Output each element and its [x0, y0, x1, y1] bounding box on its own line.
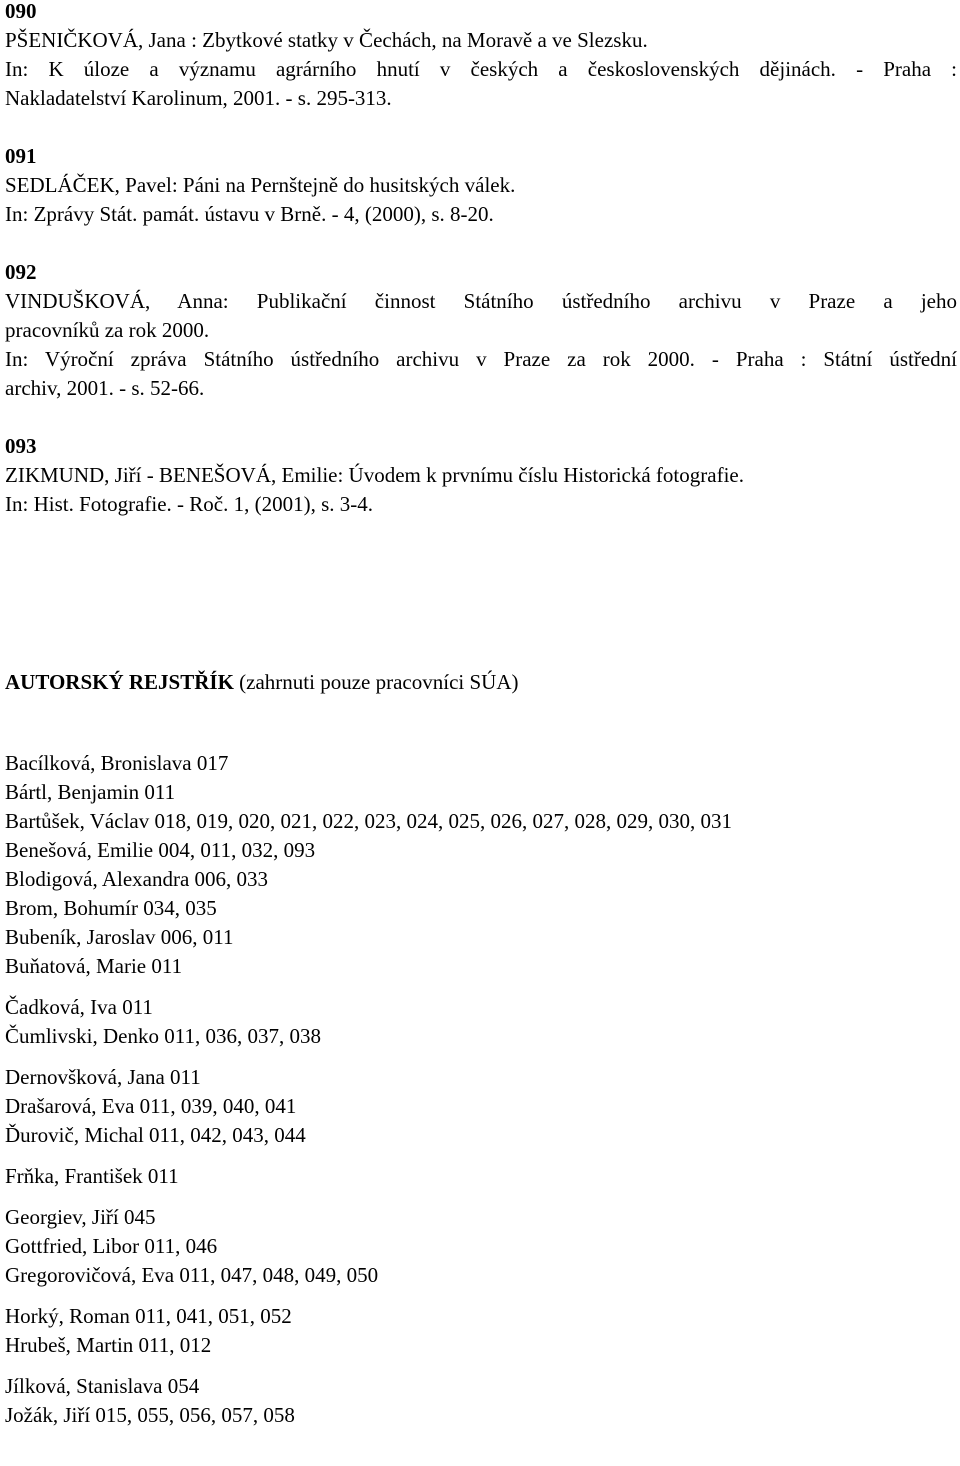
index-item: Gottfried, Libor 011, 046 [5, 1234, 218, 1258]
entry-line: In: Zprávy Stát. památ. ústavu v Brně. - 4, (2000), s. 8-20. [5, 202, 494, 226]
index-item: Gregorovičová, Eva 011, 047, 048, 049, 050 [5, 1263, 379, 1287]
entry-line: VINDUŠKOVÁ, Anna: Publikační činnost Státního ústředního archivu v Praze a jeho [5, 289, 957, 313]
index-item: Čumlivski, Denko 011, 036, 037, 038 [5, 1024, 321, 1048]
index-group-f [5, 1162, 960, 1191]
index-item: Buňatová, Marie 011 [5, 954, 183, 978]
index-group-h [5, 1302, 960, 1360]
bibliography-entry-090 [5, 0, 960, 113]
entry-line: SEDLÁČEK, Pavel: Páni na Pernštejně do husitských válek. [5, 173, 516, 197]
document-page [5, 0, 960, 1430]
author-index [5, 749, 960, 1430]
entry-line: pracovníků za rok 2000. [5, 318, 210, 342]
index-item: Hrubeš, Martin 011, 012 [5, 1333, 212, 1357]
index-item: Drašarová, Eva 011, 039, 040, 041 [5, 1094, 297, 1118]
index-heading-note: (zahrnuti pouze pracovníci SÚA) [233, 670, 519, 694]
index-item: Bártl, Benjamin 011 [5, 780, 176, 804]
entry-line: In: K úloze a významu agrárního hnutí v českých a československých dějinách. - Praha : [5, 57, 957, 81]
index-item: Georgiev, Jiří 045 [5, 1205, 156, 1229]
index-item: Frňka, František 011 [5, 1164, 179, 1188]
index-item: Blodigová, Alexandra 006, 033 [5, 867, 269, 891]
index-heading-title: AUTORSKÝ REJSTŘÍK [5, 670, 234, 694]
index-item: Ďurovič, Michal 011, 042, 043, 044 [5, 1123, 306, 1147]
entry-number: 090 [5, 0, 37, 23]
index-item: Dernovšková, Jana 011 [5, 1065, 201, 1089]
index-item: Čadková, Iva 011 [5, 995, 153, 1019]
entry-line: Nakladatelství Karolinum, 2001. - s. 295-313. [5, 86, 392, 110]
bibliography-entry-091 [5, 142, 960, 229]
index-item: Bubeník, Jaroslav 006, 011 [5, 925, 234, 949]
index-group-d [5, 1063, 960, 1150]
index-item: Jožák, Jiří 015, 055, 056, 057, 058 [5, 1403, 295, 1427]
index-item: Jílková, Stanislava 054 [5, 1374, 200, 1398]
index-item: Horký, Roman 011, 041, 051, 052 [5, 1304, 292, 1328]
index-group-b [5, 749, 960, 981]
entry-line: In: Výroční zpráva Státního ústředního archivu v Praze za rok 2000. - Praha : Státní ústřední [5, 347, 957, 371]
entry-number: 091 [5, 144, 37, 168]
index-item: Bacílková, Bronislava 017 [5, 751, 229, 775]
entry-number: 093 [5, 434, 37, 458]
index-group-g [5, 1203, 960, 1290]
bibliography-entry-092 [5, 258, 960, 403]
index-item: Benešová, Emilie 004, 011, 032, 093 [5, 838, 316, 862]
entry-number: 092 [5, 260, 37, 284]
index-item: Bartůšek, Václav 018, 019, 020, 021, 022, 023, 024, 025, 026, 027, 028, 029, 030, 031 [5, 809, 732, 833]
entry-line: PŠENIČKOVÁ, Jana : Zbytkové statky v Čechách, na Moravě a ve Slezsku. [5, 28, 648, 52]
index-heading [5, 668, 960, 697]
index-item: Brom, Bohumír 034, 035 [5, 896, 217, 920]
index-group-c-caron [5, 993, 960, 1051]
entry-line: archiv, 2001. - s. 52-66. [5, 376, 205, 400]
index-group-j [5, 1372, 960, 1430]
entry-line: In: Hist. Fotografie. - Roč. 1, (2001), s. 3-4. [5, 492, 374, 516]
entry-line: ZIKMUND, Jiří - BENEŠOVÁ, Emilie: Úvodem k prvnímu číslu Historická fotografie. [5, 463, 744, 487]
bibliography-entry-093 [5, 432, 960, 519]
